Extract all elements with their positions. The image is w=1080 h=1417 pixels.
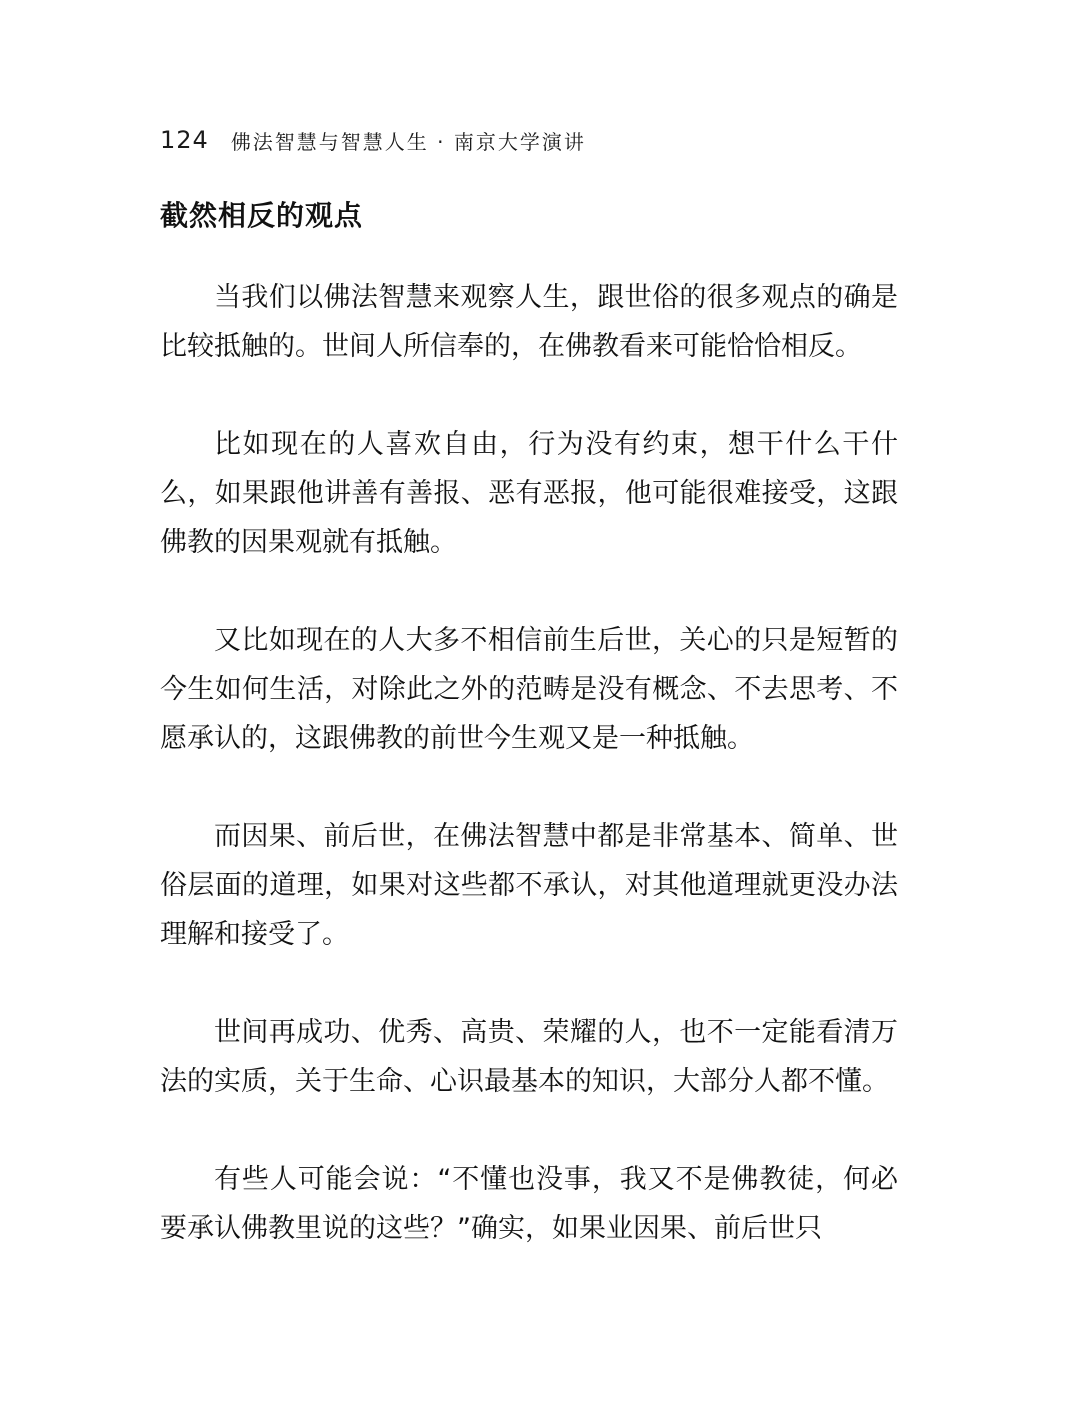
body-text [160, 273, 898, 1302]
paragraph-1: 当我们以佛法智慧来观察人生，跟世俗的很多观点的确是比较抵触的。世间人所信奉的，在佛教看来可能恰恰相反。 [160, 282, 898, 362]
page-number: 124 [160, 126, 209, 154]
paragraph-6: 有些人可能会说：“不懂也没事，我又不是佛教徒，何必要承认佛教里说的这些？”确实，如果业因果、前后世只 [160, 1164, 898, 1244]
paragraph-5: 世间再成功、优秀、高贵、荣耀的人，也不一定能看清万法的实质，关于生命、心识最基本的知识，大部分人都不懂。 [160, 1017, 898, 1097]
paragraph-4: 而因果、前后世，在佛法智慧中都是非常基本、简单、世俗层面的道理，如果对这些都不承认，对其他道理就更没办法理解和接受了。 [160, 821, 898, 950]
book-title: 佛法智慧与智慧人生 · 南京大学演讲 [230, 129, 586, 154]
running-header [160, 122, 586, 158]
paragraph-2: 比如现在的人喜欢自由，行为没有约束，想干什么干什么，如果跟他讲善有善报、恶有恶报，他可能很难接受，这跟佛教的因果观就有抵触。 [160, 429, 898, 558]
section-heading: 截然相反的观点 [160, 199, 364, 232]
paragraph-3: 又比如现在的人大多不相信前生后世，关心的只是短暂的今生如何生活，对除此之外的范畴是没有概念、不去思考、不愿承认的，这跟佛教的前世今生观又是一种抵触。 [160, 625, 898, 754]
